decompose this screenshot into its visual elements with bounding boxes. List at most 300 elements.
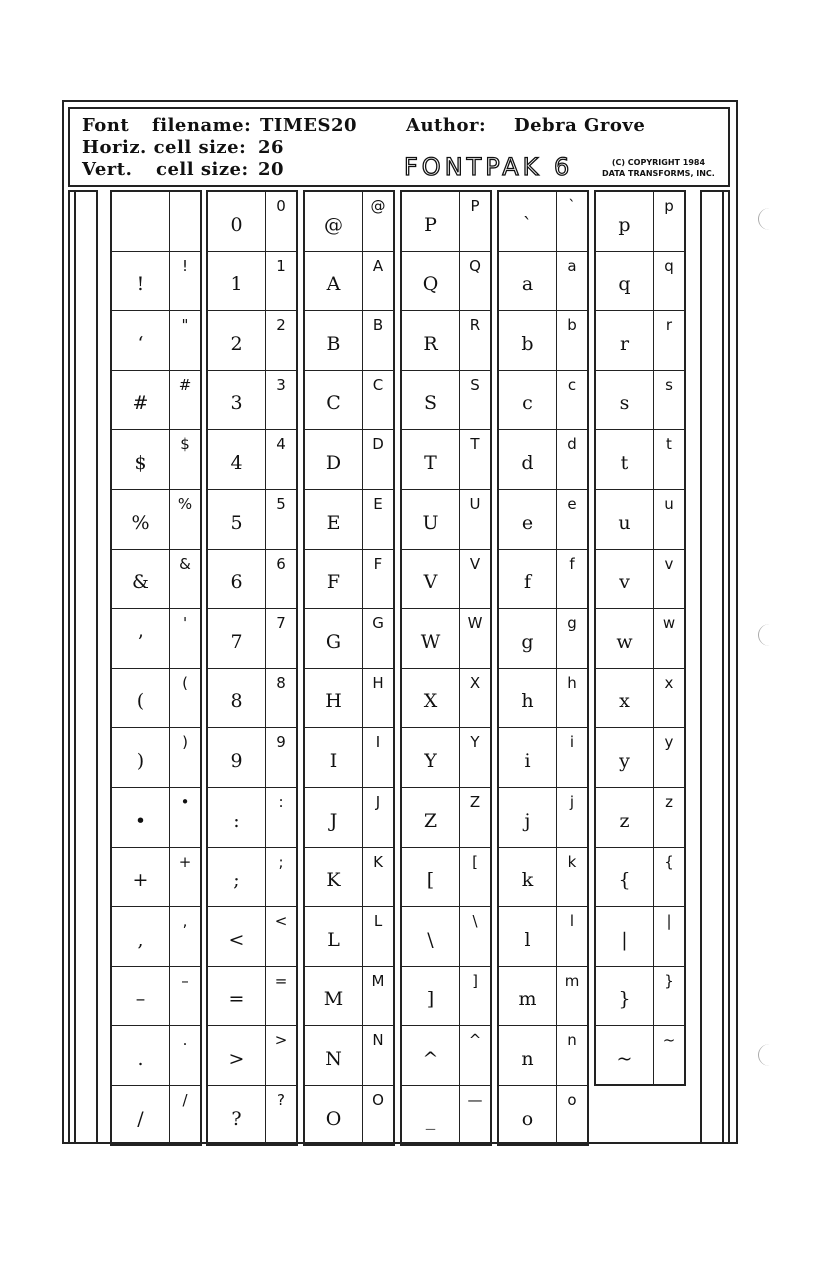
char-glyph-small: ; bbox=[278, 852, 284, 871]
char-cell-large bbox=[305, 669, 363, 729]
char-glyph-large: L bbox=[327, 928, 340, 951]
char-cell-large bbox=[208, 192, 266, 252]
char-glyph-small: Q bbox=[469, 256, 481, 275]
char-cell-large bbox=[499, 430, 557, 490]
char-cell-small bbox=[557, 371, 587, 431]
char-glyph-small: E bbox=[373, 495, 383, 513]
char-cell-large bbox=[402, 550, 460, 610]
char-glyph-small: u bbox=[664, 495, 674, 513]
char-glyph-large: T bbox=[424, 452, 437, 475]
char-cell-small bbox=[170, 371, 200, 431]
char-glyph-small: # bbox=[178, 375, 192, 394]
char-cell-large bbox=[305, 788, 363, 848]
char-glyph-large: X bbox=[423, 690, 438, 713]
char-cell-large bbox=[112, 669, 170, 729]
char-cell-small bbox=[170, 1026, 200, 1086]
char-cell-small bbox=[266, 192, 296, 252]
char-glyph-small: J bbox=[375, 793, 381, 811]
char-cell-small bbox=[266, 371, 296, 431]
char-cell-small bbox=[266, 669, 296, 729]
char-cell-small bbox=[654, 192, 684, 252]
char-glyph-large: d bbox=[521, 452, 534, 475]
char-glyph-large: • bbox=[134, 809, 147, 832]
char-cell-small bbox=[460, 550, 490, 610]
char-cell-small bbox=[654, 848, 684, 908]
punch-hole-mark bbox=[758, 208, 781, 230]
font-info-header bbox=[68, 107, 730, 187]
char-glyph-small: R bbox=[469, 316, 481, 335]
char-glyph-small: I bbox=[375, 733, 381, 752]
char-glyph-small: [ bbox=[472, 852, 478, 871]
char-cell-large bbox=[208, 550, 266, 610]
char-cell-small bbox=[557, 192, 587, 252]
char-glyph-small: a bbox=[567, 256, 577, 275]
char-glyph-small: . bbox=[182, 1031, 188, 1050]
char-glyph-small: ` bbox=[568, 197, 576, 215]
char-cell-large bbox=[208, 1026, 266, 1086]
char-cell-large bbox=[499, 848, 557, 908]
char-glyph-small: V bbox=[469, 554, 481, 573]
char-cell-small bbox=[170, 192, 200, 252]
char-cell-large bbox=[499, 907, 557, 967]
char-cell-small bbox=[266, 788, 296, 848]
char-glyph-small: d bbox=[567, 435, 577, 454]
char-column-4 bbox=[497, 190, 589, 1146]
char-glyph-large: ( bbox=[136, 690, 145, 713]
char-glyph-small: F bbox=[373, 554, 383, 573]
char-cell-small bbox=[266, 1026, 296, 1086]
char-cell-small bbox=[460, 371, 490, 431]
char-cell-small bbox=[170, 430, 200, 490]
char-cell-small bbox=[266, 430, 296, 490]
char-glyph-large: P bbox=[424, 213, 437, 236]
char-cell-large bbox=[402, 311, 460, 371]
char-glyph-large: s bbox=[619, 392, 630, 415]
char-glyph-large: e bbox=[521, 511, 534, 534]
char-cell-large bbox=[112, 728, 170, 788]
char-cell-small bbox=[170, 728, 200, 788]
char-glyph-large: 1 bbox=[230, 273, 243, 296]
char-cell-small bbox=[654, 788, 684, 848]
char-glyph-large: y bbox=[619, 750, 630, 773]
char-glyph-small: " bbox=[181, 316, 189, 335]
char-glyph-large: c bbox=[522, 392, 533, 415]
char-glyph-small: : bbox=[278, 793, 284, 811]
char-cell-large bbox=[596, 848, 654, 908]
char-cell-small bbox=[557, 967, 587, 1027]
char-cell-large bbox=[596, 907, 654, 967]
char-glyph-large: # bbox=[132, 392, 149, 415]
char-cell-large bbox=[305, 907, 363, 967]
char-glyph-small: 0 bbox=[276, 197, 286, 215]
author-value: Debra Grove bbox=[514, 115, 646, 136]
char-cell-large bbox=[499, 252, 557, 312]
char-glyph-large: { bbox=[618, 869, 631, 892]
char-glyph-large: . bbox=[137, 1048, 144, 1071]
char-column-2 bbox=[303, 190, 395, 1146]
char-cell-large bbox=[596, 728, 654, 788]
char-glyph-small: y bbox=[664, 733, 674, 752]
char-glyph-large: & bbox=[132, 571, 149, 594]
char-cell-large bbox=[112, 192, 170, 252]
char-glyph-small: | bbox=[666, 912, 672, 931]
char-cell-large bbox=[596, 430, 654, 490]
char-cell-large bbox=[402, 252, 460, 312]
char-glyph-large: ~ bbox=[616, 1048, 633, 1071]
char-column-5 bbox=[594, 190, 686, 1086]
char-glyph-large: A bbox=[326, 273, 341, 296]
char-cell-small bbox=[557, 311, 587, 371]
char-cell-small bbox=[266, 252, 296, 312]
filename-label: filename: bbox=[152, 115, 252, 136]
char-cell-large bbox=[208, 848, 266, 908]
char-glyph-large: h bbox=[521, 690, 534, 713]
char-glyph-small: > bbox=[274, 1031, 288, 1050]
char-cell-large bbox=[208, 728, 266, 788]
char-glyph-large: + bbox=[132, 869, 149, 892]
char-cell-small bbox=[266, 1086, 296, 1146]
char-cell-small bbox=[654, 1026, 684, 1086]
char-cell-large bbox=[305, 848, 363, 908]
char-glyph-large: E bbox=[326, 511, 341, 534]
char-glyph-small: = bbox=[274, 971, 288, 990]
char-glyph-large: _ bbox=[425, 1107, 436, 1130]
char-cell-large bbox=[596, 967, 654, 1027]
char-cell-large bbox=[112, 252, 170, 312]
char-cell-small bbox=[460, 1026, 490, 1086]
char-glyph-small: B bbox=[372, 316, 384, 335]
char-glyph-large: z bbox=[619, 809, 630, 832]
char-glyph-large: [ bbox=[426, 869, 435, 892]
char-cell-large bbox=[499, 967, 557, 1027]
char-glyph-small: 6 bbox=[276, 554, 286, 573]
char-glyph-large: t bbox=[620, 452, 629, 475]
char-cell-small bbox=[363, 430, 393, 490]
char-glyph-large: ; bbox=[233, 869, 240, 892]
char-glyph-large: U bbox=[422, 511, 439, 534]
char-cell-large bbox=[402, 967, 460, 1027]
char-glyph-small: x bbox=[664, 673, 674, 692]
char-glyph-small: 9 bbox=[276, 733, 286, 752]
char-glyph-small: A bbox=[372, 256, 384, 275]
char-glyph-small: z bbox=[665, 793, 673, 811]
char-cell-large bbox=[402, 669, 460, 729]
char-glyph-large: r bbox=[619, 332, 630, 355]
char-glyph-large: 8 bbox=[230, 690, 243, 713]
char-cell-small bbox=[266, 311, 296, 371]
char-glyph-large: q bbox=[618, 273, 631, 296]
char-cell-small bbox=[266, 550, 296, 610]
char-glyph-small: N bbox=[372, 1031, 384, 1050]
char-glyph-large: Q bbox=[422, 273, 439, 296]
char-glyph-large: K bbox=[326, 869, 341, 892]
char-glyph-large: g bbox=[521, 630, 534, 653]
char-glyph-small: 2 bbox=[276, 316, 286, 335]
char-glyph-small: s bbox=[665, 375, 673, 394]
char-glyph-small: O bbox=[372, 1091, 384, 1109]
char-cell-small bbox=[654, 728, 684, 788]
char-cell-large bbox=[305, 1026, 363, 1086]
char-glyph-large: ^ bbox=[422, 1048, 439, 1071]
char-cell-large bbox=[499, 788, 557, 848]
char-cell-small bbox=[460, 967, 490, 1027]
char-cell-small bbox=[654, 967, 684, 1027]
char-glyph-small: X bbox=[469, 673, 481, 692]
char-glyph-small: w bbox=[662, 614, 676, 633]
char-cell-small bbox=[460, 848, 490, 908]
char-glyph-large: G bbox=[325, 630, 342, 653]
horiz-cell-value: 26 bbox=[258, 137, 285, 158]
char-cell-small bbox=[654, 252, 684, 312]
char-glyph-large: n bbox=[521, 1048, 534, 1071]
char-cell-large bbox=[208, 252, 266, 312]
char-cell-large bbox=[112, 609, 170, 669]
char-cell-large bbox=[499, 1086, 557, 1146]
char-glyph-large: – bbox=[135, 988, 146, 1011]
char-glyph-large: I bbox=[329, 750, 338, 773]
char-cell-large bbox=[208, 609, 266, 669]
char-cell-small bbox=[460, 609, 490, 669]
char-column-3 bbox=[400, 190, 492, 1146]
char-cell-large bbox=[499, 1026, 557, 1086]
char-glyph-small: c bbox=[567, 375, 577, 394]
char-glyph-large: } bbox=[618, 988, 631, 1011]
char-glyph-large: \ bbox=[427, 928, 434, 951]
char-glyph-large: D bbox=[325, 452, 342, 475]
char-cell-large bbox=[305, 490, 363, 550]
char-cell-large bbox=[305, 967, 363, 1027]
char-cell-large bbox=[499, 490, 557, 550]
char-glyph-small: 7 bbox=[276, 614, 286, 633]
char-cell-small bbox=[266, 490, 296, 550]
char-cell-large bbox=[402, 848, 460, 908]
char-cell-large bbox=[402, 192, 460, 252]
char-cell-small bbox=[654, 311, 684, 371]
copyright-line-1: (C) COPYRIGHT 1984 bbox=[611, 158, 706, 167]
char-glyph-small: r bbox=[665, 316, 673, 335]
char-cell-large bbox=[112, 1026, 170, 1086]
char-cell-small bbox=[266, 967, 296, 1027]
char-glyph-large: i bbox=[524, 750, 531, 773]
char-cell-large bbox=[596, 192, 654, 252]
char-glyph-large: u bbox=[618, 511, 631, 534]
char-cell-large bbox=[596, 788, 654, 848]
char-cell-large bbox=[499, 311, 557, 371]
char-glyph-large: , bbox=[137, 928, 144, 951]
char-glyph-large: C bbox=[326, 392, 341, 415]
char-cell-small bbox=[654, 371, 684, 431]
char-glyph-large: J bbox=[329, 809, 338, 832]
char-cell-small bbox=[170, 848, 200, 908]
char-glyph-small: 1 bbox=[276, 256, 286, 275]
char-cell-large bbox=[596, 1026, 654, 1086]
char-cell-small bbox=[557, 669, 587, 729]
char-glyph-small: t bbox=[666, 435, 672, 454]
char-glyph-small: M bbox=[371, 971, 385, 990]
char-glyph-small: m bbox=[564, 971, 580, 990]
char-glyph-large: > bbox=[228, 1048, 245, 1071]
char-glyph-small: W bbox=[467, 614, 483, 633]
char-cell-small bbox=[557, 728, 587, 788]
char-glyph-large: ! bbox=[136, 273, 145, 296]
char-cell-small bbox=[654, 550, 684, 610]
char-glyph-small: q bbox=[664, 256, 674, 275]
char-cell-large bbox=[499, 550, 557, 610]
char-cell-large bbox=[208, 490, 266, 550]
char-cell-small bbox=[363, 788, 393, 848]
char-cell-small bbox=[363, 609, 393, 669]
char-glyph-small: 8 bbox=[276, 673, 286, 692]
char-cell-large bbox=[112, 848, 170, 908]
char-cell-large bbox=[112, 550, 170, 610]
char-cell-small bbox=[363, 1086, 393, 1146]
char-cell-small bbox=[460, 430, 490, 490]
char-glyph-large: B bbox=[326, 332, 341, 355]
char-glyph-large: W bbox=[420, 630, 441, 653]
char-cell-large bbox=[499, 371, 557, 431]
char-glyph-small: ( bbox=[182, 673, 188, 692]
char-glyph-large: R bbox=[423, 332, 438, 355]
char-glyph-small: n bbox=[567, 1031, 577, 1050]
char-cell-large bbox=[305, 192, 363, 252]
font-label: Font bbox=[82, 115, 130, 136]
char-cell-large bbox=[112, 311, 170, 371]
char-cell-large bbox=[499, 192, 557, 252]
char-cell-small bbox=[460, 669, 490, 729]
char-cell-large bbox=[305, 728, 363, 788]
char-glyph-small: ^ bbox=[468, 1031, 482, 1050]
char-cell-large bbox=[208, 430, 266, 490]
char-cell-large bbox=[305, 311, 363, 371]
char-glyph-small: P bbox=[470, 197, 480, 215]
char-cell-large bbox=[208, 788, 266, 848]
char-glyph-large: ’ bbox=[137, 630, 144, 653]
vert-label: Vert. bbox=[82, 159, 133, 180]
fontpak-logo: FONTPAK 6 bbox=[404, 153, 574, 181]
char-glyph-small: l bbox=[569, 912, 575, 931]
char-glyph-small: ] bbox=[472, 971, 478, 990]
char-glyph-large: o bbox=[521, 1107, 534, 1130]
char-glyph-large: N bbox=[325, 1048, 342, 1071]
char-cell-large bbox=[112, 967, 170, 1027]
char-glyph-large: 2 bbox=[230, 332, 243, 355]
char-cell-small bbox=[557, 252, 587, 312]
char-cell-small bbox=[363, 728, 393, 788]
char-cell-small bbox=[170, 609, 200, 669]
char-cell-large bbox=[402, 728, 460, 788]
char-glyph-large: 0 bbox=[230, 213, 243, 236]
char-glyph-large: Y bbox=[424, 750, 437, 773]
char-cell-small bbox=[170, 311, 200, 371]
char-glyph-small: f bbox=[569, 554, 575, 573]
vert-cell-label: cell size: bbox=[156, 159, 249, 180]
char-cell-small bbox=[557, 788, 587, 848]
char-cell-small bbox=[363, 192, 393, 252]
char-glyph-small: + bbox=[178, 852, 192, 871]
char-glyph-small: ~ bbox=[662, 1031, 676, 1050]
char-cell-large bbox=[402, 1026, 460, 1086]
char-glyph-large: < bbox=[228, 928, 245, 951]
char-glyph-small: g bbox=[567, 614, 577, 633]
char-glyph-small: 4 bbox=[276, 435, 286, 454]
punch-hole-mark bbox=[758, 624, 781, 646]
char-cell-small bbox=[460, 788, 490, 848]
char-column-1 bbox=[206, 190, 298, 1146]
char-glyph-small: k bbox=[567, 852, 577, 871]
char-cell-small bbox=[266, 848, 296, 908]
char-glyph-large: 6 bbox=[230, 571, 243, 594]
char-glyph-large: 3 bbox=[230, 392, 243, 415]
char-cell-small bbox=[363, 371, 393, 431]
char-cell-large bbox=[112, 907, 170, 967]
char-glyph-large: l bbox=[524, 928, 531, 951]
char-cell-large bbox=[112, 371, 170, 431]
char-glyph-small: D bbox=[372, 435, 384, 454]
char-glyph-small: C bbox=[372, 375, 384, 394]
char-glyph-large: 5 bbox=[230, 511, 243, 534]
char-cell-large bbox=[402, 907, 460, 967]
char-cell-small bbox=[654, 490, 684, 550]
char-glyph-large: : bbox=[233, 809, 240, 832]
char-cell-small bbox=[557, 907, 587, 967]
char-cell-large bbox=[208, 669, 266, 729]
char-cell-small bbox=[363, 669, 393, 729]
char-glyph-small: • bbox=[180, 793, 190, 811]
char-cell-large bbox=[112, 1086, 170, 1146]
char-glyph-large: b bbox=[521, 332, 534, 355]
char-cell-small bbox=[460, 1086, 490, 1146]
char-cell-large bbox=[208, 967, 266, 1027]
char-glyph-small: – bbox=[181, 971, 189, 990]
char-glyph-small: } bbox=[664, 971, 674, 990]
char-glyph-large: F bbox=[326, 571, 341, 594]
char-glyph-small: { bbox=[664, 852, 674, 871]
char-glyph-small: Y bbox=[470, 733, 480, 752]
char-glyph-large: | bbox=[621, 928, 628, 951]
char-cell-small bbox=[170, 550, 200, 610]
char-cell-small bbox=[460, 728, 490, 788]
vert-cell-value: 20 bbox=[258, 159, 285, 180]
char-glyph-large: a bbox=[521, 273, 534, 296]
char-cell-large bbox=[305, 252, 363, 312]
char-glyph-small: ) bbox=[182, 733, 188, 752]
char-glyph-small: h bbox=[567, 673, 577, 692]
char-glyph-large: w bbox=[616, 630, 633, 653]
char-glyph-large: x bbox=[619, 690, 630, 713]
char-glyph-small: ' bbox=[182, 614, 188, 633]
char-glyph-small: S bbox=[470, 375, 480, 394]
char-cell-small bbox=[170, 967, 200, 1027]
char-cell-large bbox=[305, 1086, 363, 1146]
char-glyph-large: S bbox=[423, 392, 438, 415]
horiz-cell-label: Horiz. cell size: bbox=[82, 137, 247, 158]
char-glyph-small: ? bbox=[277, 1091, 285, 1109]
char-cell-small bbox=[557, 1026, 587, 1086]
char-glyph-small: & bbox=[179, 554, 191, 573]
char-cell-large bbox=[499, 669, 557, 729]
char-cell-large bbox=[596, 669, 654, 729]
char-cell-small bbox=[654, 430, 684, 490]
char-cell-small bbox=[363, 252, 393, 312]
char-glyph-large: 7 bbox=[230, 630, 243, 653]
char-cell-large bbox=[499, 609, 557, 669]
char-cell-small bbox=[363, 490, 393, 550]
char-cell-small bbox=[170, 907, 200, 967]
char-glyph-small: ! bbox=[181, 256, 188, 275]
char-glyph-large: = bbox=[228, 988, 245, 1011]
char-cell-large bbox=[596, 550, 654, 610]
char-glyph-small: , bbox=[182, 912, 188, 931]
